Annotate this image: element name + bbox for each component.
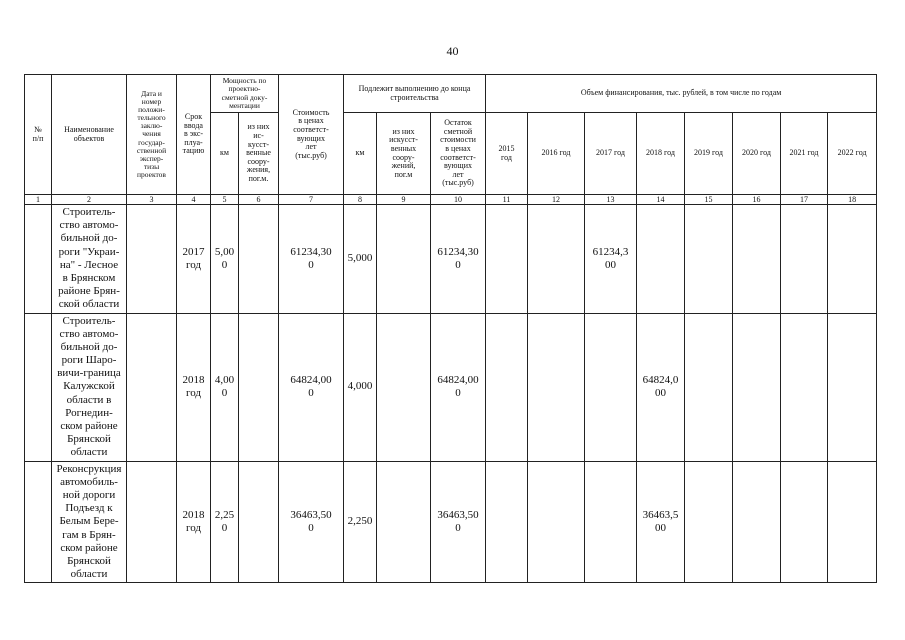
cell-year-2016 <box>528 461 585 583</box>
header-capacity: Мощность по проектно- сметной доку- ментации <box>211 75 279 113</box>
header-year-2016: 2016 год <box>528 113 585 195</box>
cell-year-2015 <box>486 205 528 314</box>
cell-complete-artificial <box>377 205 431 314</box>
header-complete-artificial: из них искусст- венных соору- жений, пог.м <box>377 113 431 195</box>
header-year-2017: 2017 год <box>585 113 637 195</box>
cell-year-2021 <box>781 205 828 314</box>
cell-year-2016 <box>528 205 585 314</box>
column-number: 11 <box>486 195 528 205</box>
cell-term: 2018 год <box>177 461 211 583</box>
cell-num <box>25 205 52 314</box>
cell-year-2019 <box>685 205 733 314</box>
cell-year-2015 <box>486 313 528 461</box>
column-number: 7 <box>279 195 344 205</box>
cell-year-2021 <box>781 461 828 583</box>
cell-year-2020 <box>733 461 781 583</box>
cell-capacity-artificial <box>239 461 279 583</box>
column-number: 4 <box>177 195 211 205</box>
cell-capacity-artificial <box>239 205 279 314</box>
cell-year-2019 <box>685 313 733 461</box>
header-remaining: Остаток сметной стоимости в ценах соответст- вующих лет (тыс.руб) <box>431 113 486 195</box>
cell-year-2016 <box>528 313 585 461</box>
column-number: 15 <box>685 195 733 205</box>
cell-cost: 36463,50 0 <box>279 461 344 583</box>
header-capacity-artificial: из них ис- кусст- венные соору- жения, пог.м. <box>239 113 279 195</box>
cell-num <box>25 461 52 583</box>
header-name: Наименование объектов <box>52 75 127 195</box>
cell-term: 2017 год <box>177 205 211 314</box>
cell-year-2015 <box>486 461 528 583</box>
cell-cost: 61234,30 0 <box>279 205 344 314</box>
column-number-row <box>25 195 877 205</box>
cell-expertise <box>127 205 177 314</box>
table-row <box>25 461 877 583</box>
header-date-expertise: Дата и номер положи- тельного заклю- чения государ- ственной экспер- тизы проектов <box>127 75 177 195</box>
cell-year-2017: 61234,3 00 <box>585 205 637 314</box>
cell-complete-km: 5,000 <box>344 205 377 314</box>
cell-term: 2018 год <box>177 313 211 461</box>
cell-capacity-artificial <box>239 313 279 461</box>
cell-expertise <box>127 313 177 461</box>
cell-year-2020 <box>733 205 781 314</box>
cell-year-2017 <box>585 313 637 461</box>
cell-capacity-km: 4,00 0 <box>211 313 239 461</box>
header-year-2021: 2021 год <box>781 113 828 195</box>
column-number: 1 <box>25 195 52 205</box>
cell-year-2022 <box>828 205 877 314</box>
column-number: 9 <box>377 195 431 205</box>
header-capacity-km: км <box>211 113 239 195</box>
column-number: 6 <box>239 195 279 205</box>
cell-year-2017 <box>585 461 637 583</box>
header-term: Срок ввода в экс- плуа- тацию <box>177 75 211 195</box>
cell-year-2022 <box>828 461 877 583</box>
column-number: 8 <box>344 195 377 205</box>
header-complete-km: км <box>344 113 377 195</box>
financing-table <box>24 74 877 583</box>
cell-remaining: 64824,00 0 <box>431 313 486 461</box>
header-num: № п/п <box>25 75 52 195</box>
header-year-2022: 2022 год <box>828 113 877 195</box>
cell-remaining: 61234,30 0 <box>431 205 486 314</box>
cell-object-name: Реконсрукция автомобиль- ной дороги Подъезд к Белым Бере- гам в Брян- ском районе Брянской области <box>52 461 127 583</box>
header-year-2015: 2015 год <box>486 113 528 195</box>
cell-year-2021 <box>781 313 828 461</box>
cell-complete-artificial <box>377 461 431 583</box>
column-number: 5 <box>211 195 239 205</box>
cell-year-2018: 36463,5 00 <box>637 461 685 583</box>
cell-year-2018 <box>637 205 685 314</box>
cell-complete-km: 2,250 <box>344 461 377 583</box>
table-row <box>25 313 877 461</box>
cell-remaining: 36463,50 0 <box>431 461 486 583</box>
header-year-2020: 2020 год <box>733 113 781 195</box>
column-number: 16 <box>733 195 781 205</box>
column-number: 3 <box>127 195 177 205</box>
column-number: 2 <box>52 195 127 205</box>
header-year-2018: 2018 год <box>637 113 685 195</box>
page-number: 40 <box>446 44 459 58</box>
column-number: 12 <box>528 195 585 205</box>
cell-expertise <box>127 461 177 583</box>
header-year-2019: 2019 год <box>685 113 733 195</box>
cell-year-2022 <box>828 313 877 461</box>
cell-complete-artificial <box>377 313 431 461</box>
cell-object-name: Строитель- ство автомо- бильной до- роги "Украи- на" - Лесное в Брянском районе Брян- ской области <box>52 205 127 314</box>
cell-capacity-km: 2,25 0 <box>211 461 239 583</box>
header-financing: Объем финансирования, тыс. рублей, в том числе по годам <box>486 75 877 113</box>
header-row <box>25 75 877 113</box>
cell-num <box>25 313 52 461</box>
cell-year-2018: 64824,0 00 <box>637 313 685 461</box>
cell-year-2020 <box>733 313 781 461</box>
header-to-complete: Подлежит выполнению до конца строительства <box>344 75 486 113</box>
cell-complete-km: 4,000 <box>344 313 377 461</box>
column-number: 13 <box>585 195 637 205</box>
cell-year-2019 <box>685 461 733 583</box>
header-cost: Стоимость в ценах соответст- вующих лет (тыс.руб) <box>279 75 344 195</box>
cell-object-name: Строитель- ство автомо- бильной до- роги Шаро- вичи-граница Калужской области в Рогнедин- ском районе Брянской области <box>52 313 127 461</box>
cell-capacity-km: 5,00 0 <box>211 205 239 314</box>
column-number: 17 <box>781 195 828 205</box>
column-number: 18 <box>828 195 877 205</box>
column-number: 10 <box>431 195 486 205</box>
table-row <box>25 205 877 314</box>
column-number: 14 <box>637 195 685 205</box>
cell-cost: 64824,00 0 <box>279 313 344 461</box>
